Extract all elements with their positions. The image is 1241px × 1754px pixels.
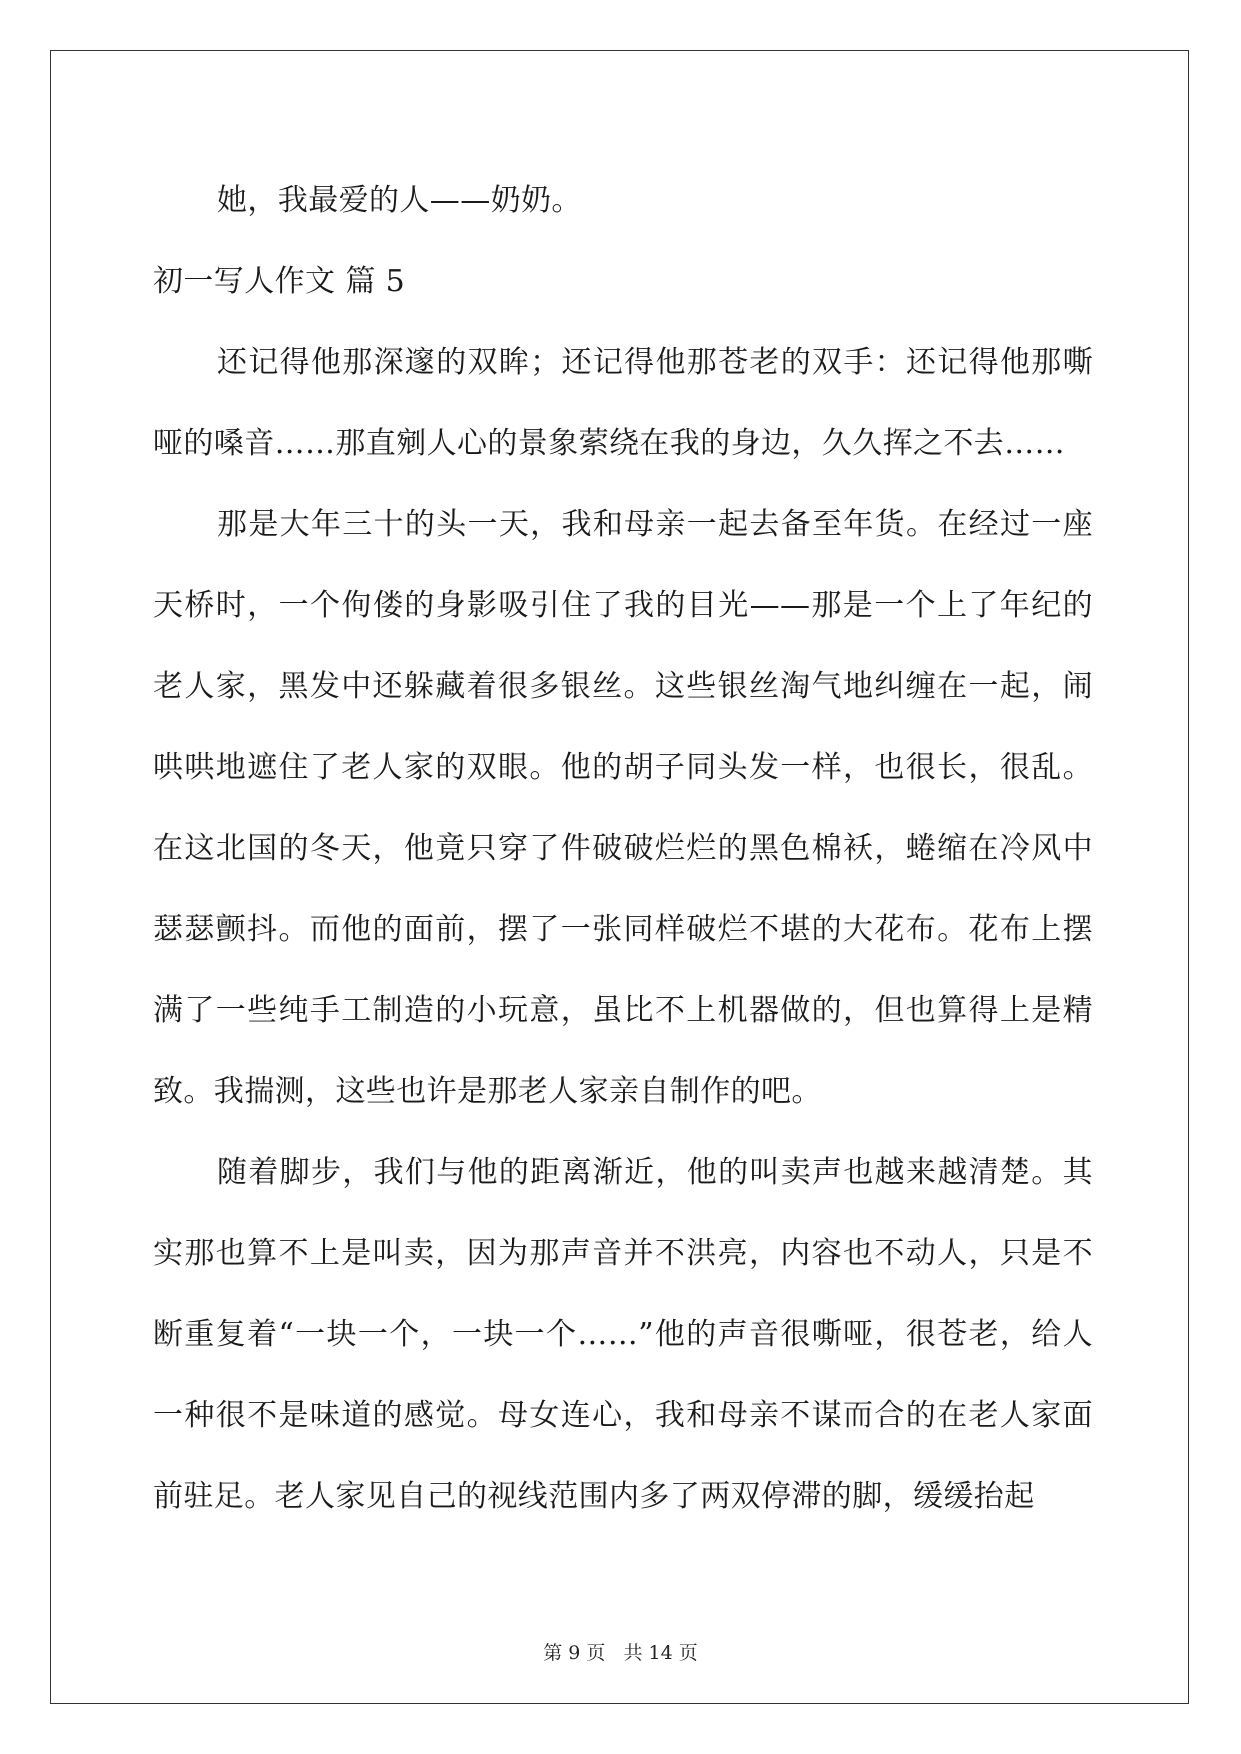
page-total: 共 14 页: [623, 1642, 698, 1664]
page-number: 第 9 页: [543, 1642, 606, 1664]
paragraph-intro: 还记得他那深邃的双眸；还记得他那苍老的双手：还记得他那嘶哑的嗓音……那直剜人心的景象萦绕在我的身边，久久挥之不去……: [153, 345, 1093, 461]
paragraph-encounter: 随着脚步，我们与他的距离渐近，他的叫卖声也越来越清楚。其实那也算不上是叫卖，因为那声音并不洪亮，内容也不动人，只是不断重复着“一块一个，一块一个……”他的声音很嘶哑，很苍老，给人一种很不是味道的感觉。母女连心，我和母亲不谋而合的在老人家面前驻足。老人家见自己的视线范围内多了两双停滞的脚，缓缓抬起: [153, 1155, 1093, 1514]
section-heading: 初一写人作文 篇 5: [153, 264, 406, 299]
page-footer: [0, 1638, 1241, 1665]
document-body: [153, 160, 1093, 1537]
paragraph-closing-line: 她，我最爱的人——奶奶。: [217, 183, 582, 218]
paragraph-scene: 那是大年三十的头一天，我和母亲一起去备至年货。在经过一座天桥时，一个佝偻的身影吸引住了我的目光——那是一个上了年纪的老人家，黑发中还躲藏着很多银丝。这些银丝淘气地纠缠在一起，闹哄哄地遮住了老人家的双眼。他的胡子同头发一样，也很长，很乱。在这北国的冬天，他竟只穿了件破破烂烂的黑色棉袄，蜷缩在冷风中瑟瑟颤抖。而他的面前，摆了一张同样破烂不堪的大花布。花布上摆满了一些纯手工制造的小玩意，虽比不上机器做的，但也算得上是精致。我揣测，这些也许是那老人家亲自制作的吧。: [153, 507, 1093, 1109]
